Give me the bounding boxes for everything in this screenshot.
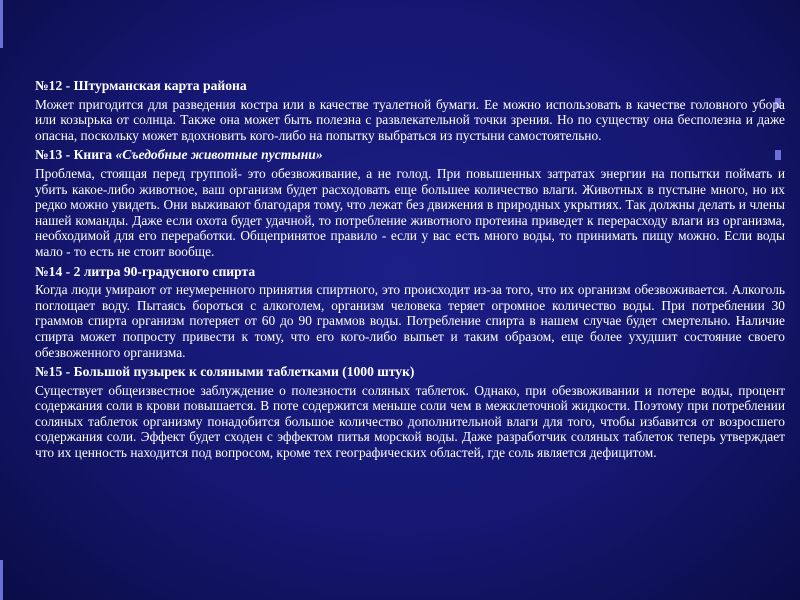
item-12-body: Может пригодится для разведения костра или в качестве туалетной бумаги. Ее можно использовать в качестве головного убора или козырька от солнца. Также она может быть полезна с развлекательной точки зрения. Но по существу она бесполезна и даже опасна, поскольку может вдохновить кого-либо на попытку выбраться из пустыни самостоятельно. bbox=[35, 96, 785, 143]
item-13-body: Проблема, стоящая перед группой- это обезвоживание, а не голод. При повышенных затратах энергии на попытки поймать и убить какое-либо животное, ваш организм будет расходовать еще большее количество влаги. Животных в пустыне много, но их редко можно увидеть. Они выживают благодаря тому, что лежат без движения в природных укрытиях. Так должны делать и члены нашей команды. Даже если охота будет удачной, то потребление животного протеина приведет к перерасходу влаги из организма, необходимой для его переработки. Общепринятое правило - если у вас есть много воды, то принимать пищу можно. Если воды мало - то есть не стоит вообще. bbox=[35, 165, 785, 259]
item-15-body: Существует общеизвестное заблуждение о полезности соляных таблеток. Однако, при обезвоживании и потере воды, процент содержания соли в крови повышается. В поте содержится меньше соли чем в межклеточной жидкости. Поэтому при потреблении соляных таблеток организму понадобится большое количество дополнительной влаги для того, чтобы избавится от возросшего содержания соли. Эффект будет сходен с эффектом питья морской воды. Даже разработчик соляных таблеток теперь утверждает что их ценность находится под вопросом, кроме тех географических областей, где соль является дефицитом. bbox=[35, 382, 785, 461]
item-14-heading: №14 - 2 литра 90-градусного спирта bbox=[35, 263, 256, 279]
left-accent-bar-top bbox=[0, 0, 3, 48]
slide-content bbox=[35, 78, 785, 465]
left-accent-bar-bottom bbox=[0, 560, 3, 600]
item-13-heading: №13 - Книга «Съедобные животные пустыни» bbox=[35, 147, 323, 163]
item-12-heading: №12 - Штурманская карта района bbox=[35, 78, 247, 93]
item-15-heading: №15 - Большой пузырек к соляными таблетками (1000 штук) bbox=[35, 364, 415, 380]
item-14-body: Когда люди умирают от неумеренного принятия спиртного, это происходит из-за того, что их организм обезвоживается. Алкоголь поглощает воду. Пытаясь бороться с алкоголем, организм человека теряет огромное количество воды. При потреблении 30 граммов спирта организм потеряет от 60 до 90 граммов воды. Потребление спирта в нашем случае будет смертельно. Наличие спирта может попросту привести к тому, что его кого-либо выпьет и таким образом, еще более ухудшит состояние своего обезвоженного организма. bbox=[35, 282, 785, 360]
